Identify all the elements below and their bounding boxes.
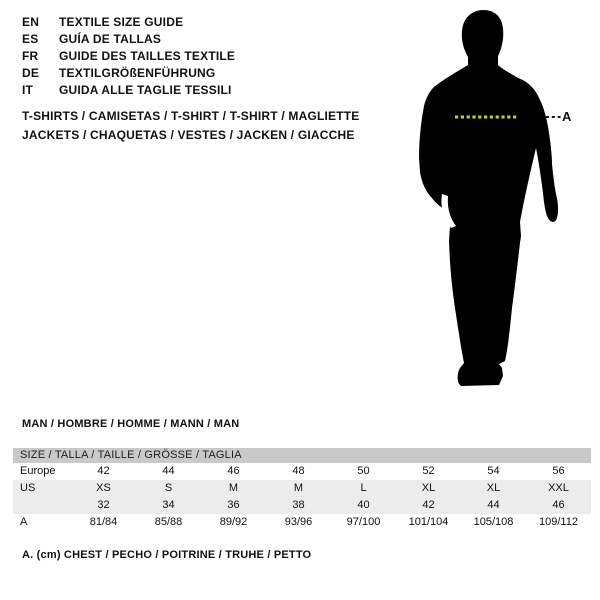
- language-code: DE: [22, 65, 40, 80]
- size-cell: 81/84: [89, 516, 118, 528]
- size-cell: 52: [422, 465, 435, 477]
- category-line-tshirts: T-SHIRTS / CAMISETAS / T-SHIRT / T-SHIRT / MAGLIETTE: [22, 109, 360, 123]
- size-cell: 42: [422, 499, 435, 511]
- row-label: A: [20, 516, 28, 528]
- table-row-us: [13, 480, 591, 497]
- language-row: [22, 13, 235, 30]
- man-silhouette-figure: [402, 8, 572, 388]
- size-cell: XL: [486, 482, 501, 494]
- size-cell: 105/108: [473, 516, 514, 528]
- size-cell: L: [360, 482, 367, 494]
- language-label: GUÍA DE TALLAS: [59, 31, 162, 46]
- size-cell: 54: [487, 465, 500, 477]
- category-line-jackets: JACKETS / CHAQUETAS / VESTES / JACKEN / GIACCHE: [22, 128, 355, 142]
- size-table: [13, 448, 591, 531]
- language-label: TEXTILE SIZE GUIDE: [59, 14, 184, 29]
- size-cell: 50: [357, 465, 370, 477]
- row-label: US: [20, 482, 36, 494]
- size-cell: XXL: [548, 482, 569, 494]
- size-cell: 46: [227, 465, 240, 477]
- table-row-chest-a: [13, 514, 591, 531]
- size-cell: 34: [162, 499, 175, 511]
- size-cell: 38: [292, 499, 305, 511]
- table-row-us-numeric: [13, 497, 591, 514]
- size-cell: 101/104: [408, 516, 449, 528]
- language-code: FR: [22, 48, 39, 63]
- language-guide-list: [22, 13, 235, 98]
- size-cell: 32: [97, 499, 110, 511]
- size-cell: XS: [96, 482, 111, 494]
- size-cell: M: [293, 482, 304, 494]
- section-title-man: MAN / HOMBRE / HOMME / MANN / MAN: [22, 418, 240, 430]
- garment-categories: [22, 107, 360, 145]
- language-row: [22, 47, 235, 64]
- language-code: IT: [22, 82, 34, 97]
- size-cell: 36: [227, 499, 240, 511]
- row-label: Europe: [20, 465, 56, 477]
- size-cell: M: [228, 482, 239, 494]
- size-cell: 44: [487, 499, 500, 511]
- size-cell: 89/92: [219, 516, 248, 528]
- size-cell: 40: [357, 499, 370, 511]
- language-code: EN: [22, 14, 40, 29]
- size-cell: 42: [97, 465, 110, 477]
- size-cell: 97/100: [346, 516, 381, 528]
- language-label: GUIDA ALLE TAGLIE TESSILI: [59, 82, 232, 97]
- measure-label-a: A: [562, 109, 572, 124]
- language-row: [22, 64, 235, 81]
- size-cell: 48: [292, 465, 305, 477]
- row-label: [13, 497, 71, 514]
- size-cell: 56: [552, 465, 565, 477]
- measurement-footnote: A. (cm) CHEST / PECHO / POITRINE / TRUHE / PETTO: [22, 549, 312, 561]
- man-silhouette-icon: [402, 8, 572, 388]
- size-cell: 93/96: [284, 516, 313, 528]
- language-row: [22, 30, 235, 47]
- size-table-header: SIZE / TALLA / TAILLE / GRÖSSE / TAGLIA: [13, 448, 591, 463]
- size-cell: XL: [421, 482, 436, 494]
- size-cell: 44: [162, 465, 175, 477]
- language-code: ES: [22, 31, 39, 46]
- size-cell: 46: [552, 499, 565, 511]
- language-label: TEXTILGRÖßENFÜHRUNG: [59, 65, 216, 80]
- size-cell: S: [164, 482, 173, 494]
- language-label: GUIDE DES TAILLES TEXTILE: [59, 48, 236, 63]
- language-row: [22, 81, 235, 98]
- size-cell: 109/112: [539, 516, 578, 528]
- size-cell: 85/88: [154, 516, 183, 528]
- table-row-europe: [13, 463, 591, 480]
